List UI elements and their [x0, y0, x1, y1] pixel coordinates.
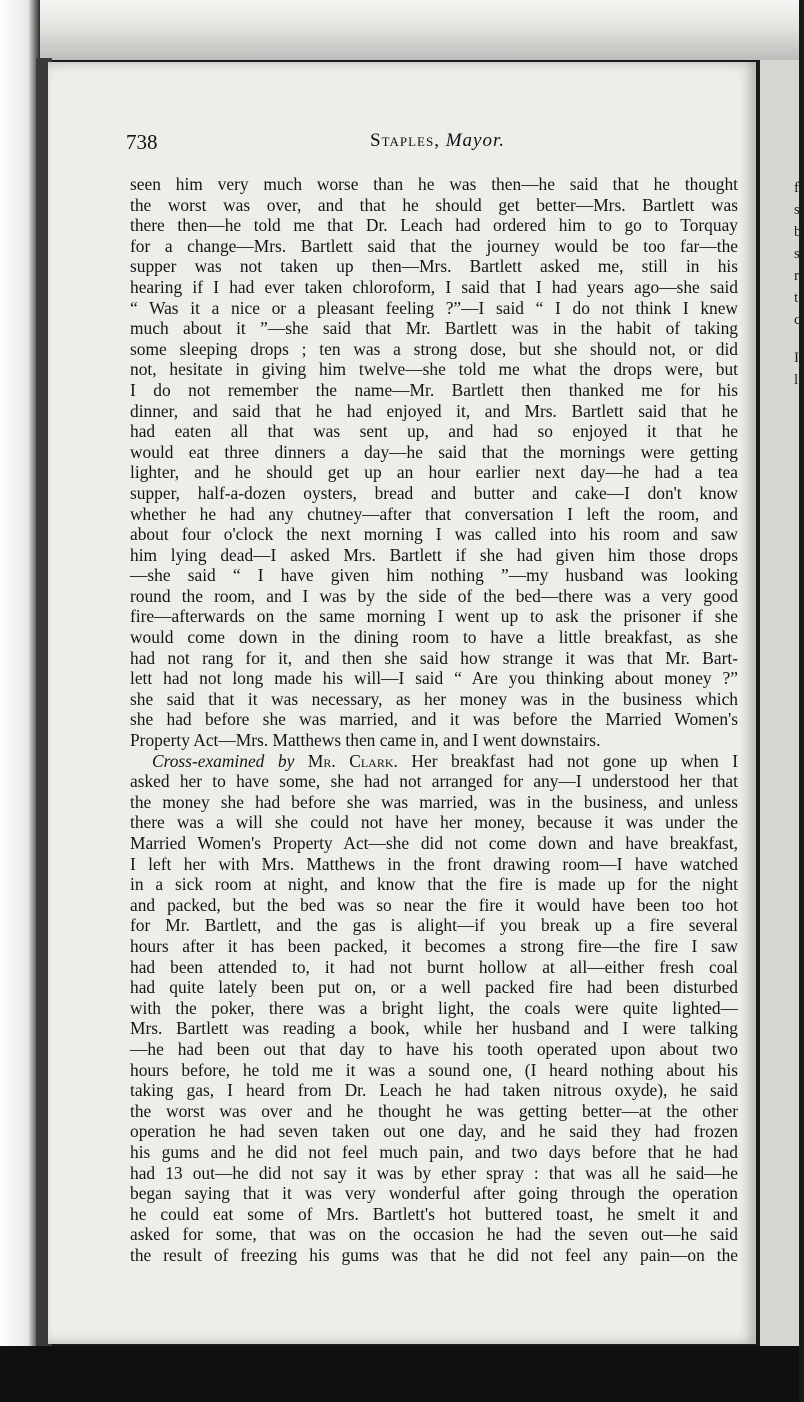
text-line: not, hesitate in giving him twelve—she told me what the drops were, but: [130, 359, 738, 380]
text-line: about four o'clock the next morning I was called into his room and saw: [130, 524, 738, 545]
text-line: I do not remember the name—Mr. Bartlett then thanked me for his: [130, 379, 738, 400]
text-line: hours after it has been packed, it becomes a strong fire—the fire I saw: [130, 935, 738, 956]
text-line: she had before she was married, and it was before the Married Women's: [130, 709, 738, 730]
text-line: hearing if I had ever taken chloroform, I said that I had years ago—she said: [130, 276, 738, 297]
text-line: had not rang for it, and then she said how strange it was that Mr. Bart-: [130, 647, 738, 668]
text-line: would eat three dinners a day—he said that the mornings were getting: [130, 441, 738, 462]
page-header: [126, 130, 726, 160]
text-line: I left her with Mrs. Matthews in the front drawing room—I have watched: [130, 853, 738, 874]
running-head-title: Mayor.: [445, 130, 506, 151]
text-line: had 13 out—he did not say it was by ether spray : that was all he said—he: [130, 1162, 738, 1183]
text-line: Married Women's Property Act—she did not come down and have breakfast,: [130, 833, 738, 853]
text-line: for Mr. Bartlett, and the gas is alight—if you break up a fire several: [130, 915, 738, 936]
adjacent-page-fragment: l: [794, 372, 799, 388]
text-line: taking gas, I heard from Dr. Leach he had taken nitrous oxyde), he said: [130, 1080, 738, 1101]
text-line: supper, half-a-dozen oysters, bread and butter and cake—I don't know: [130, 482, 738, 503]
text-line: his gums and he did not feel much pain, and two days before that he had: [130, 1141, 738, 1162]
text-line: there then—he told me that Dr. Leach had ordered him to go to Torquay: [130, 215, 738, 236]
text-line: much about it ”—she said that Mr. Bartlett was in the habit of taking: [130, 318, 738, 339]
testimony-text: [130, 174, 738, 1265]
text-line: Her breakfast had not gone up when I: [411, 750, 739, 771]
text-line: he could eat some of Mrs. Bartlett's hot buttered toast, he smelt it and: [130, 1203, 738, 1224]
text-line: whether he had any chutney—after that conversation I left the room, and: [130, 503, 738, 524]
counsel-name: Mr. Clark.: [307, 750, 398, 771]
scan-top-margin: [0, 0, 799, 60]
text-line: she said that it was necessary, as her money was in the business which: [130, 688, 738, 709]
text-line: asked her to have some, she had not arranged for any—I understood her that: [130, 771, 738, 792]
text-line: with the poker, there was a bright light, the coals were quite lighted—: [130, 997, 738, 1018]
adjacent-page-fragment: I: [794, 350, 799, 366]
running-head-name: Staples,: [370, 130, 440, 151]
text-line: lighter, and he should get up an hour earlier next day—he had a tea: [130, 462, 738, 483]
text-line: some sleeping drops ; ten was a strong dose, but she should not, or did: [130, 338, 738, 359]
page-number: 738: [126, 130, 158, 154]
text-line: fire—afterwards on the same morning I went up to ask the prisoner if she: [130, 606, 738, 627]
text-line: had eaten all that was sent up, and had so enjoyed it that he: [130, 421, 738, 442]
adjacent-page-fragment: f: [794, 180, 799, 196]
adjacent-page-fragment: r: [794, 268, 799, 284]
text-line: the worst was over and he thought he was getting better—at the other: [130, 1100, 738, 1121]
adjacent-page-fragment: t: [794, 290, 799, 306]
text-line: the result of freezing his gums was that he did not feel any pain—on the: [130, 1244, 738, 1265]
text-line: Mrs. Bartlett was reading a book, while her husband and I were talking: [130, 1018, 738, 1039]
text-line: supper was not taken up then—Mrs. Bartlett asked me, still in his: [130, 256, 738, 277]
text-line: asked for some, that was on the occasion he had the seven out—he said: [130, 1224, 738, 1245]
text-line: the money she had before she was married, was in the business, and unless: [130, 791, 738, 812]
scan-left-margin: [0, 0, 40, 1402]
text-line: for a change—Mrs. Bartlett said that the journey would be too far—the: [130, 235, 738, 256]
text-line: would come down in the dining room to have a little breakfast, as she: [130, 627, 738, 648]
adjacent-page-fragment: b: [794, 224, 802, 240]
text-line: “ Was it a nice or a pleasant feeling ?”—I said “ I do not think I knew: [130, 297, 738, 318]
text-line: seen him very much worse than he was then—he said that he thought: [130, 174, 738, 194]
text-line: —she said “ I have given him nothing ”—my husband was looking: [130, 565, 738, 586]
running-head: [370, 130, 505, 152]
scan-bottom-shadow: [0, 1346, 799, 1402]
cross-examination-line: [130, 751, 738, 772]
text-line: in a sick room at night, and know that the fire is made up for the night: [130, 874, 738, 895]
text-line: —he had been out that day to have his tooth operated upon about two: [130, 1038, 738, 1059]
text-line: dinner, and said that he had enjoyed it, and Mrs. Bartlett said that he: [130, 400, 738, 421]
text-line: and packed, but the bed was so near the fire it would have been too hot: [130, 894, 738, 915]
adjacent-page-fragment: c: [794, 312, 801, 328]
text-line: lett had not long made his will—I said “ Are you thinking about money ?”: [130, 668, 738, 689]
cross-examined-label: Cross-examined by: [152, 750, 295, 771]
text-line: the worst was over, and that he should get better—Mrs. Bartlett was: [130, 194, 738, 215]
text-line: hours before, he told me it was a sound one, (I heard nothing about his: [130, 1059, 738, 1080]
text-line: there was a will she could not have her money, because it was under the: [130, 812, 738, 833]
text-line: Property Act—Mrs. Matthews then came in, and I went downstairs.: [130, 730, 601, 751]
text-line: him lying dead—I asked Mrs. Bartlett if she had given him those drops: [130, 544, 738, 565]
text-line: began saying that it was very wonderful after going through the operation: [130, 1183, 738, 1204]
adjacent-page-fragment: s: [794, 202, 800, 218]
adjacent-page-strip: [760, 60, 802, 1350]
text-line: round the room, and I was by the side of the bed—there was a very good: [130, 585, 738, 606]
text-line: had been attended to, it had not burnt hollow at all—either fresh coal: [130, 956, 738, 977]
text-line: operation he had seven taken out one day, and he said they had frozen: [130, 1121, 738, 1142]
text-line: had quite lately been put on, or a well packed fire had been disturbed: [130, 977, 738, 998]
adjacent-page-fragment: s: [794, 246, 800, 262]
